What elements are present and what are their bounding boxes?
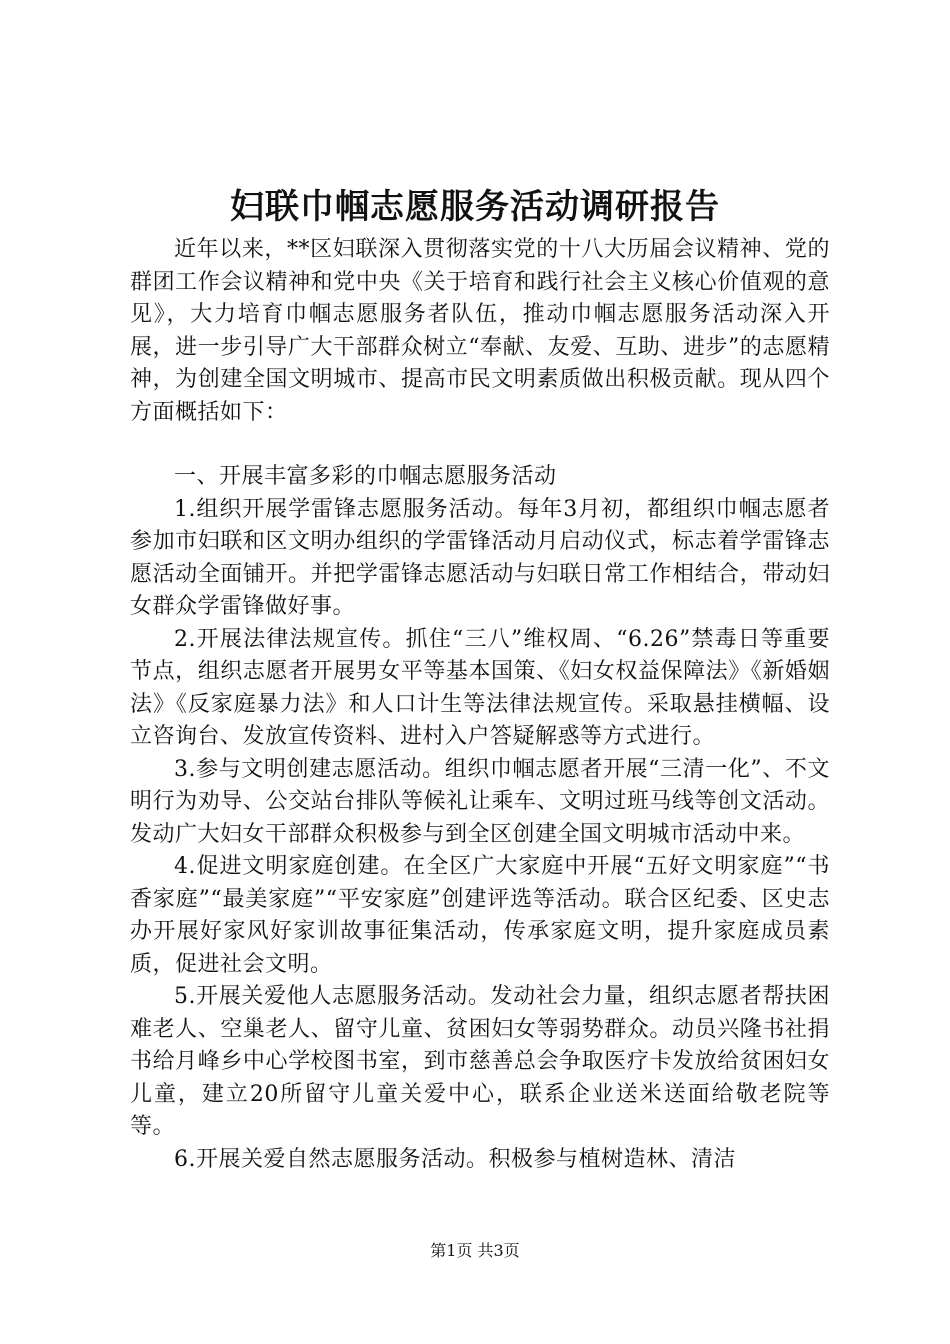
document-body [130, 234, 830, 1176]
paragraph-item-6: 6.开展关爱自然志愿服务活动。积极参与植树造林、清洁 [174, 1146, 736, 1172]
section-heading: 一、开展丰富多彩的巾帼志愿服务活动 [174, 464, 557, 489]
intro-paragraph: 近年以来，**区妇联深入贯彻落实党的十八大历届会议精神、党的群团工作会议精神和党中央《关于培育和践行社会主义核心价值观的意见》，大力培育巾帼志愿服务者队伍，推动巾帼志愿服务活动深入开展，进一步引导广大干部群众树立“奉献、友爱、互助、进步”的志愿精神，为创建全国文明城市、提高市民文明素质做出积极贡献。现从四个方面概括如下： [130, 237, 830, 425]
page-title: 妇联巾帼志愿服务活动调研报告 [230, 187, 720, 227]
paragraph-item-2: 2.开展法律法规宣传。抓住“三八”维权周、“6.26”禁毒日等重要节点，组织志愿者开展男女平等基本国策、《妇女权益保障法》《新婚姻法》《反家庭暴力法》和人口计生等法律法规宣传。采取悬挂横幅、设立咨询台、发放宣传资料、进村入户答疑解惑等方式进行。 [130, 626, 830, 749]
paragraph-item-1: 1.组织开展学雷锋志愿服务活动。每年3月初，都组织巾帼志愿者参加市妇联和区文明办组织的学雷锋活动月启动仪式，标志着学雷锋志愿活动全面铺开。并把学雷锋志愿活动与妇联日常工作相结合，带动妇女群众学雷锋做好事。 [130, 496, 830, 619]
paragraph-item-4: 4.促进文明家庭创建。在全区广大家庭中开展“五好文明家庭”“书香家庭”“最美家庭”“平安家庭”创建评选等活动。联合区纪委、区史志办开展好家风好家训故事征集活动，传承家庭文明，提升家庭成员素质，促进社会文明。 [130, 854, 830, 977]
page-footer: 第1页 共3页 [430, 1241, 520, 1260]
paragraph-item-5: 5.开展关爱他人志愿服务活动。发动社会力量，组织志愿者帮扶困难老人、空巢老人、留守儿童、贫困妇女等弱势群众。动员兴隆书社捐书给月峰乡中心学校图书室，到市慈善总会争取医疗卡发放给贫困妇女儿童，建立20所留守儿童关爱中心，联系企业送米送面给敬老院等等。 [130, 984, 830, 1139]
paragraph-item-3: 3.参与文明创建志愿活动。组织巾帼志愿者开展“三清一化”、不文明行为劝导、公交站台排队等候礼让乘车、文明过班马线等创文活动。发动广大妇女干部群众积极参与到全区创建全国文明城市活动中来。 [130, 756, 830, 847]
